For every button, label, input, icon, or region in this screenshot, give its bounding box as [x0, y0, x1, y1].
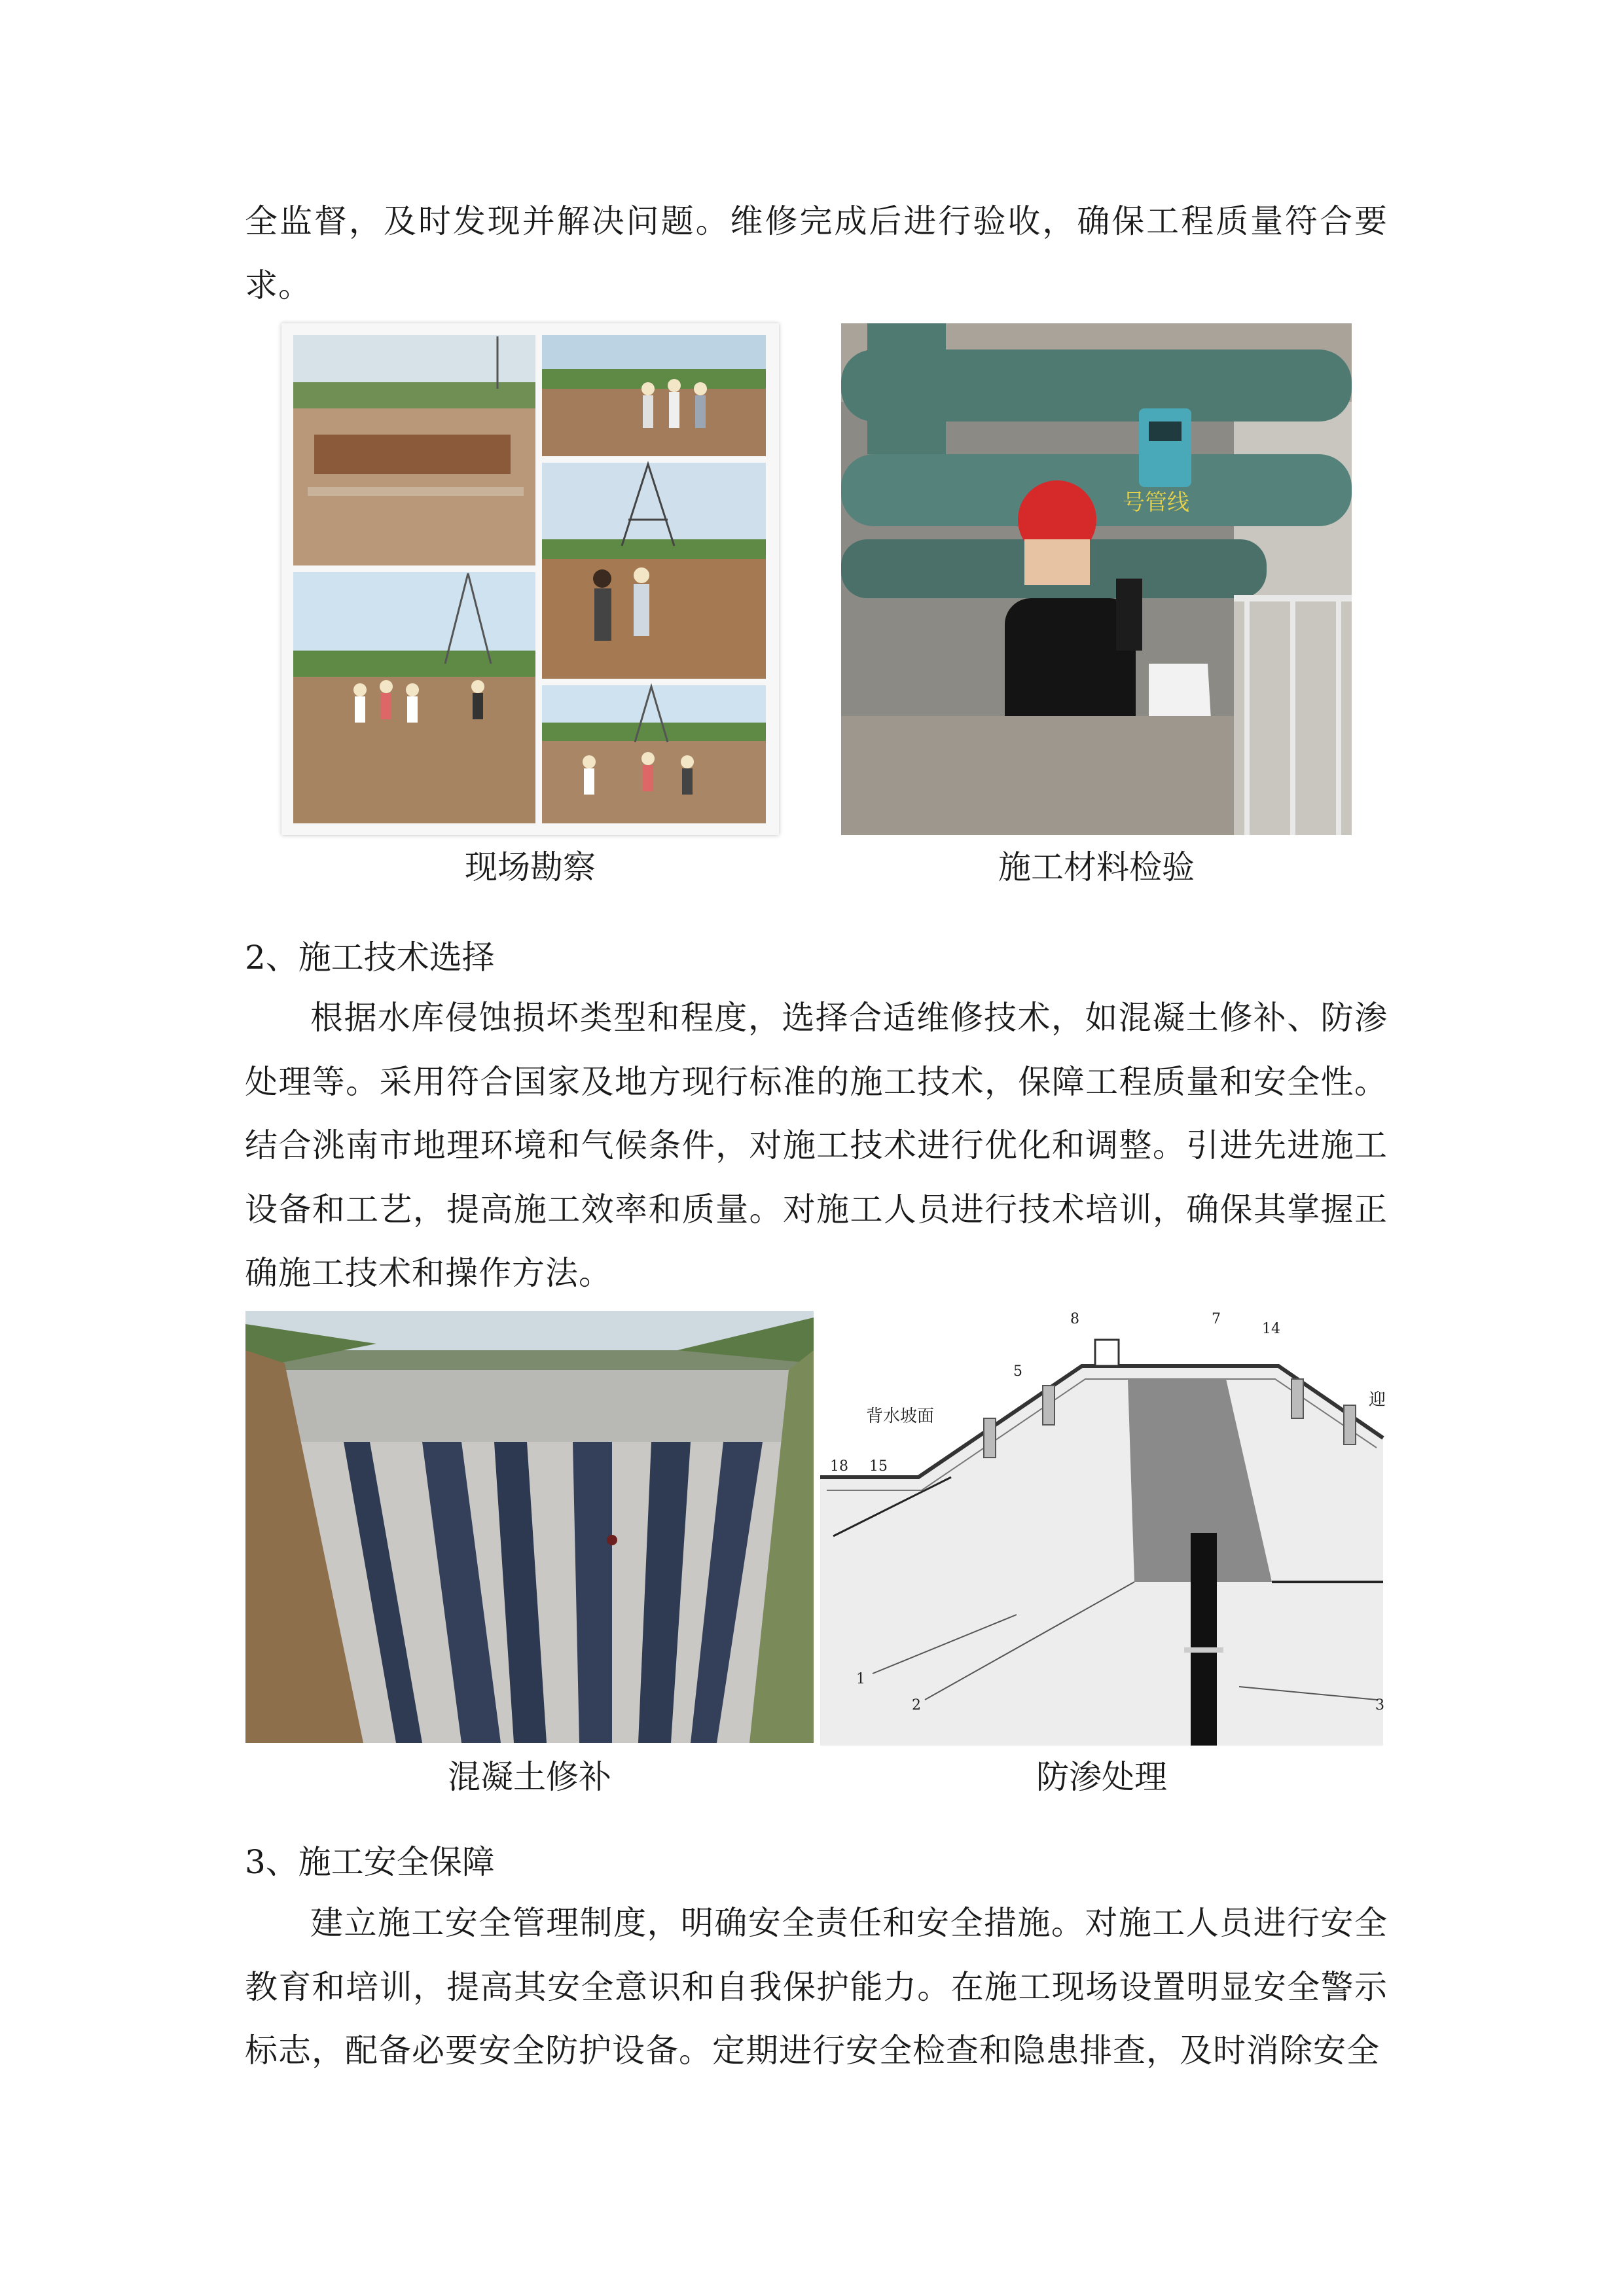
svg-text:8: 8: [1070, 1311, 1079, 1327]
heading-construction-safety: 3、施工安全保障: [245, 1843, 495, 1881]
caption-material-inspection: 施工材料检验: [998, 848, 1195, 886]
svg-text:7: 7: [1212, 1311, 1221, 1327]
paragraph-2: 根据水库侵蚀损坏类型和程度，选择合适维修技术，如混凝土修补、防渗处理等。采用符合国家及地方现行标准的施工技术，保障工程质量和安全性。结合洮南市地理环境和气候条件，对施工技术进行优化和调整。引进先进施工设备和工艺，提高施工效率和质量。对施工人员进行技术培训，确保其掌握正确施工技术和操作方法。: [245, 999, 1388, 1292]
svg-text:5: 5: [1013, 1363, 1022, 1380]
material-inspection-photo: [841, 323, 1352, 835]
caption-site-survey: 现场勘察: [465, 848, 596, 886]
svg-text:迎: 迎: [1369, 1390, 1386, 1410]
site-survey-collage: [281, 323, 779, 835]
paragraph-3: 建立施工安全管理制度，明确安全责任和安全措施。对施工人员进行安全教育和培训，提高其安全意识和自我保护能力。在施工现场设置明显安全警示标志，配备必要安全防护设备。定期进行安全检查和隐患排查，及时消除安全: [245, 1904, 1388, 2070]
svg-text:号管线: 号管线: [1123, 490, 1189, 516]
svg-text:14: 14: [1262, 1321, 1280, 1337]
paragraph-1: 全监督，及时发现并解决问题。维修完成后进行验收，确保工程质量符合要求。: [245, 202, 1388, 304]
svg-text:18: 18: [830, 1458, 848, 1475]
svg-text:1: 1: [856, 1671, 865, 1687]
seepage-treatment-diagram: [820, 1307, 1386, 1746]
caption-concrete-repair: 混凝土修补: [448, 1758, 611, 1796]
heading-construction-technology: 2、施工技术选择: [245, 939, 495, 977]
svg-text:背水坡面: 背水坡面: [866, 1407, 935, 1426]
caption-seepage-treatment: 防渗处理: [1036, 1758, 1167, 1796]
svg-text:3: 3: [1375, 1697, 1384, 1713]
svg-text:2: 2: [912, 1697, 921, 1713]
concrete-repair-photo: [245, 1311, 814, 1743]
svg-text:15: 15: [869, 1458, 888, 1475]
